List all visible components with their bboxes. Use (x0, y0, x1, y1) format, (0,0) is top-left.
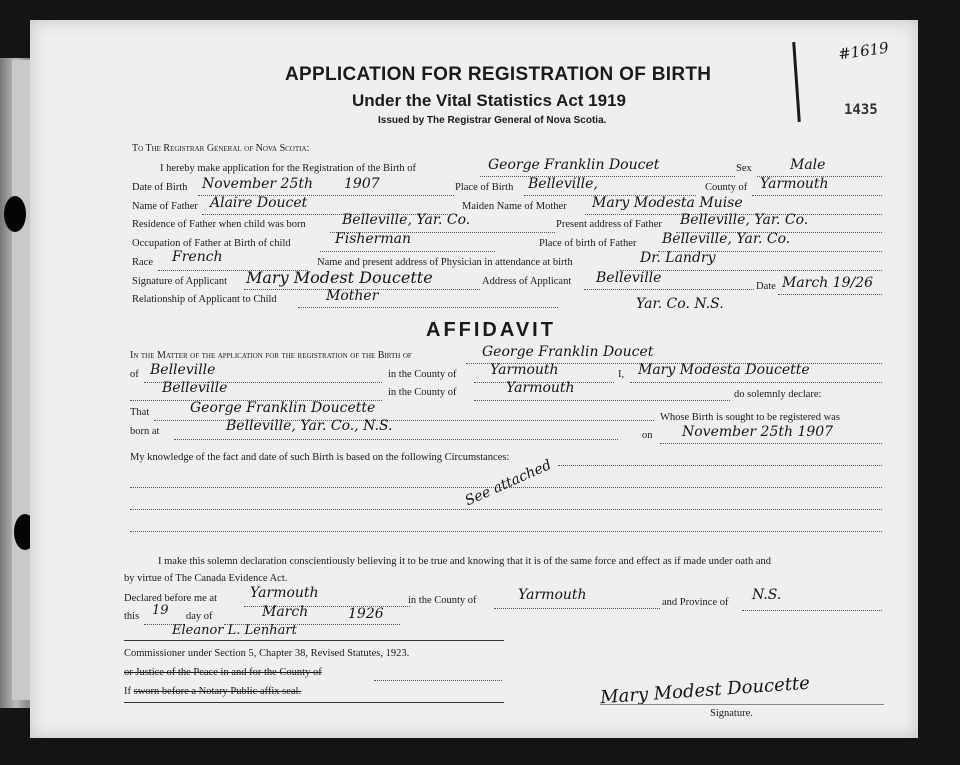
applicant-signature: Mary Modest Doucette (246, 268, 433, 287)
born-at-label: born at (130, 426, 160, 437)
relationship-label: Relationship of Applicant to Child (132, 294, 277, 305)
dob-value: November 25th (202, 176, 313, 192)
father-pob-value: Belleville, Yar. Co. (662, 231, 791, 247)
this-label: this (124, 611, 140, 622)
born-at-value: Belleville, Yar. Co., N.S. (226, 418, 393, 434)
that-name: George Franklin Doucette (190, 400, 376, 416)
declared-county-value: Yarmouth (518, 587, 587, 603)
whose-label: Whose Birth is sought to be registered was (660, 412, 840, 423)
notary-label: If sworn before a Notary Public affix seal. (124, 686, 302, 697)
of-value: Belleville (150, 362, 216, 378)
mother-label: Maiden Name of Mother (462, 201, 567, 212)
province-label: and Province of (662, 597, 729, 608)
declaration-line-2: by virtue of The Canada Evidence Act. (124, 573, 288, 584)
circumstances-value: See attached (462, 456, 554, 510)
applicant-address-label: Address of Applicant (482, 276, 572, 287)
declaration-line-1: I make this solemn declaration conscientiously believing it to be true and knowing that it is of the same force and effect as if made under oath and (158, 556, 771, 567)
addressee-line: To The Registrar General of Nova Scotia: (132, 143, 310, 154)
physician-label: Name and present address of Physician in attendance at birth (317, 257, 573, 268)
that-label: That (130, 407, 150, 418)
day-of-label: day of (186, 611, 213, 622)
stamp-number: 1435 (844, 102, 878, 118)
matter-label: In the Matter of the application for the registration of the Birth of (130, 350, 412, 361)
declaration-year: 1926 (348, 606, 384, 622)
punch-hole (4, 196, 26, 232)
dob-label: Date of Birth (132, 182, 188, 193)
document-subtitle: Under the Vital Statistics Act 1919 (352, 91, 626, 110)
present-address-label: Present address of Father (556, 219, 662, 230)
residence-label: Residence of Father when child was born (132, 219, 306, 230)
justice-of-peace-label: or Justice of the Peace in and for the County of (124, 667, 322, 678)
declared-label: Declared before me at (124, 593, 217, 604)
born-on-value: November 25th 1907 (682, 424, 834, 440)
date-value: March 19/26 (782, 275, 874, 291)
deponent-name: Mary Modesta Doucette (638, 362, 810, 378)
father-label: Name of Father (132, 201, 198, 212)
occupation-label: Occupation of Father at Birth of child (132, 238, 291, 249)
declare-label: do solemnly declare: (734, 389, 822, 400)
sex-value: Male (790, 157, 826, 173)
on-label: on (642, 430, 653, 441)
father-name: Alaire Doucet (210, 195, 308, 211)
signature-label: Signature of Applicant (132, 276, 228, 287)
race-value: French (172, 249, 223, 265)
applicant-signature-affidavit: Mary Modest Doucette (599, 672, 811, 709)
commissioner-signature: Eleanor L. Lenhart (172, 623, 297, 638)
intro-label: I hereby make application for the Registration of the Birth of (160, 163, 417, 174)
place-value: Belleville, (528, 176, 598, 192)
county-value-1: Yarmouth (490, 362, 559, 378)
present-address-value: Belleville, Yar. Co. (680, 212, 809, 228)
county-value: Yarmouth (760, 176, 829, 192)
occupation-value: Fisherman (335, 231, 412, 247)
declared-at-value: Yarmouth (250, 585, 319, 601)
declaration-month: March (262, 604, 309, 620)
declared-county-label: in the County of (408, 595, 477, 606)
child-name: George Franklin Doucet (488, 157, 660, 173)
i-label: I, (618, 369, 625, 380)
county-label: County of (705, 182, 748, 193)
document-title: APPLICATION FOR REGISTRATION OF BIRTH (285, 64, 712, 85)
applicant-address-line2: Yar. Co. N.S. (636, 296, 724, 312)
father-pob-label: Place of birth of Father (539, 238, 637, 249)
of-label: of (130, 369, 139, 380)
signature-caption: Signature. (710, 708, 753, 719)
declaration-day: 19 (152, 603, 169, 618)
file-number: #1619 (836, 38, 890, 64)
of-value-2: Belleville (162, 380, 228, 396)
race-label: Race (132, 257, 153, 268)
county-label-2: in the County of (388, 387, 457, 398)
county-label-1: in the County of (388, 369, 457, 380)
county-value-2: Yarmouth (506, 380, 575, 396)
physician-value: Dr. Landry (640, 250, 716, 266)
dob-year: 1907 (344, 176, 380, 192)
issued-by-line: Issued by The Registrar General of Nova Scotia. (378, 115, 607, 126)
province-value: N.S. (752, 587, 782, 603)
affidavit-heading: AFFIDAVIT (426, 319, 556, 341)
page-crease (792, 42, 801, 122)
applicant-address-value: Belleville (596, 270, 662, 286)
birth-registration-document (30, 20, 918, 738)
residence-value: Belleville, Yar. Co. (342, 212, 471, 228)
date-label: Date (756, 281, 776, 292)
matter-name: George Franklin Doucet (482, 344, 654, 360)
sex-label: Sex (736, 163, 752, 174)
place-label: Place of Birth (455, 182, 514, 193)
commissioner-label: Commissioner under Section 5, Chapter 38, Revised Statutes, 1923. (124, 648, 410, 659)
knowledge-label: My knowledge of the fact and date of such Birth is based on the following Circumstances: (130, 452, 510, 463)
relationship-value: Mother (326, 288, 379, 304)
mother-name: Mary Modesta Muise (592, 195, 743, 211)
